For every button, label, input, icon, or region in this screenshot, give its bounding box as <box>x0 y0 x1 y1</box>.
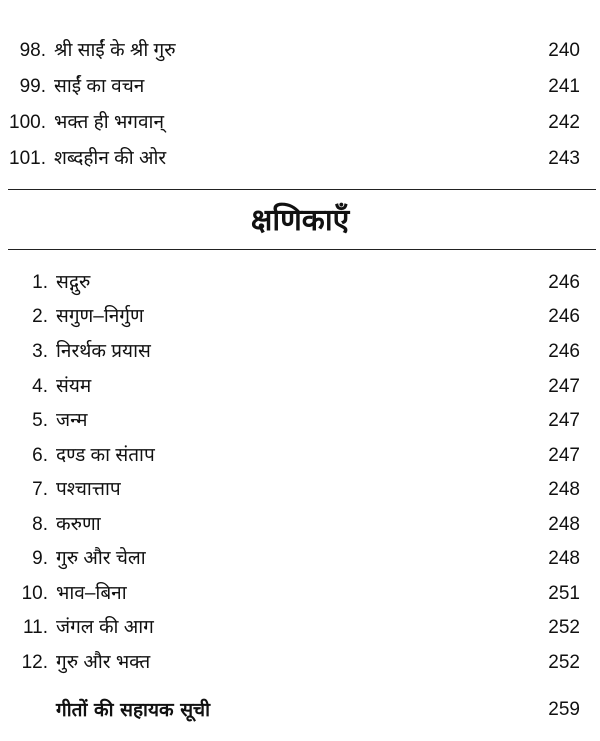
entry-page: 252 <box>548 617 580 638</box>
entry-title: संयम <box>56 376 92 397</box>
section-heading: क्षणिकाएँ <box>250 203 350 238</box>
toc-entry-appendix <box>0 693 600 727</box>
entry-number: 99. <box>19 76 46 97</box>
entry-number: 1. <box>32 272 48 293</box>
entry-title: श्री साईं के श्री गुरु <box>54 40 176 61</box>
entry-title: गीतों की सहायक सूची <box>56 699 211 721</box>
toc-entry <box>0 542 600 576</box>
entry-title: दण्ड का संताप <box>56 445 155 466</box>
entry-number: 100. <box>9 112 46 133</box>
toc-entry-98 <box>0 34 600 68</box>
entry-title: भक्त ही भगवान् <box>54 112 165 133</box>
entry-number: 9. <box>32 548 48 569</box>
entry-title: निरर्थक प्रयास <box>56 341 151 362</box>
entry-page: 252 <box>548 652 580 673</box>
toc-entry-99 <box>0 70 600 104</box>
entry-page: 251 <box>548 583 580 604</box>
divider-top <box>8 189 596 190</box>
entry-number: 6. <box>32 445 48 466</box>
toc-entry <box>0 335 600 369</box>
entry-page: 241 <box>548 76 580 97</box>
entry-page: 248 <box>548 514 580 535</box>
entry-page: 247 <box>548 410 580 431</box>
entry-title: शब्दहीन की ओर <box>54 148 167 169</box>
entry-page: 243 <box>548 148 580 169</box>
entry-page: 246 <box>548 306 580 327</box>
entry-title: साईं का वचन <box>54 76 145 97</box>
entry-page: 247 <box>548 445 580 466</box>
entry-title: जन्म <box>56 410 88 431</box>
entry-title: सद्गुरु <box>56 272 91 293</box>
entry-title: करुणा <box>56 514 101 535</box>
toc-entry <box>0 266 600 300</box>
toc-entry <box>0 300 600 334</box>
entry-title: सगुण–निर्गुण <box>56 306 144 327</box>
toc-entry <box>0 439 600 473</box>
toc-entry <box>0 577 600 611</box>
entry-number: 5. <box>32 410 48 431</box>
entry-page: 242 <box>548 112 580 133</box>
divider-bottom <box>8 249 596 250</box>
entry-title: गुरु और चेला <box>56 548 146 569</box>
entry-page: 259 <box>548 699 580 720</box>
entry-page: 248 <box>548 479 580 500</box>
toc-entry <box>0 370 600 404</box>
toc-entry <box>0 646 600 680</box>
entry-page: 248 <box>548 548 580 569</box>
entry-number: 7. <box>32 479 48 500</box>
entry-number: 4. <box>32 376 48 397</box>
entry-page: 246 <box>548 272 580 293</box>
entry-number: 98. <box>19 40 46 61</box>
entry-page: 247 <box>548 376 580 397</box>
toc-entry-101 <box>0 142 600 176</box>
entry-title: जंगल की आग <box>56 617 154 638</box>
entry-page: 246 <box>548 341 580 362</box>
toc-entry <box>0 473 600 507</box>
entry-number: 10. <box>21 583 48 604</box>
toc-entry-100 <box>0 106 600 140</box>
entry-number: 3. <box>32 341 48 362</box>
entry-number: 12. <box>21 652 48 673</box>
entry-title: भाव–बिना <box>56 583 127 604</box>
entry-number: 11. <box>22 617 48 638</box>
toc-entry <box>0 611 600 645</box>
entry-title: पश्चात्ताप <box>56 479 121 500</box>
toc-entry <box>0 508 600 542</box>
toc-entry <box>0 404 600 438</box>
entry-page: 240 <box>548 40 580 61</box>
entry-number: 101. <box>9 148 46 169</box>
entry-number: 2. <box>32 306 48 327</box>
entry-number: 8. <box>32 514 48 535</box>
entry-title: गुरु और भक्त <box>56 652 151 673</box>
